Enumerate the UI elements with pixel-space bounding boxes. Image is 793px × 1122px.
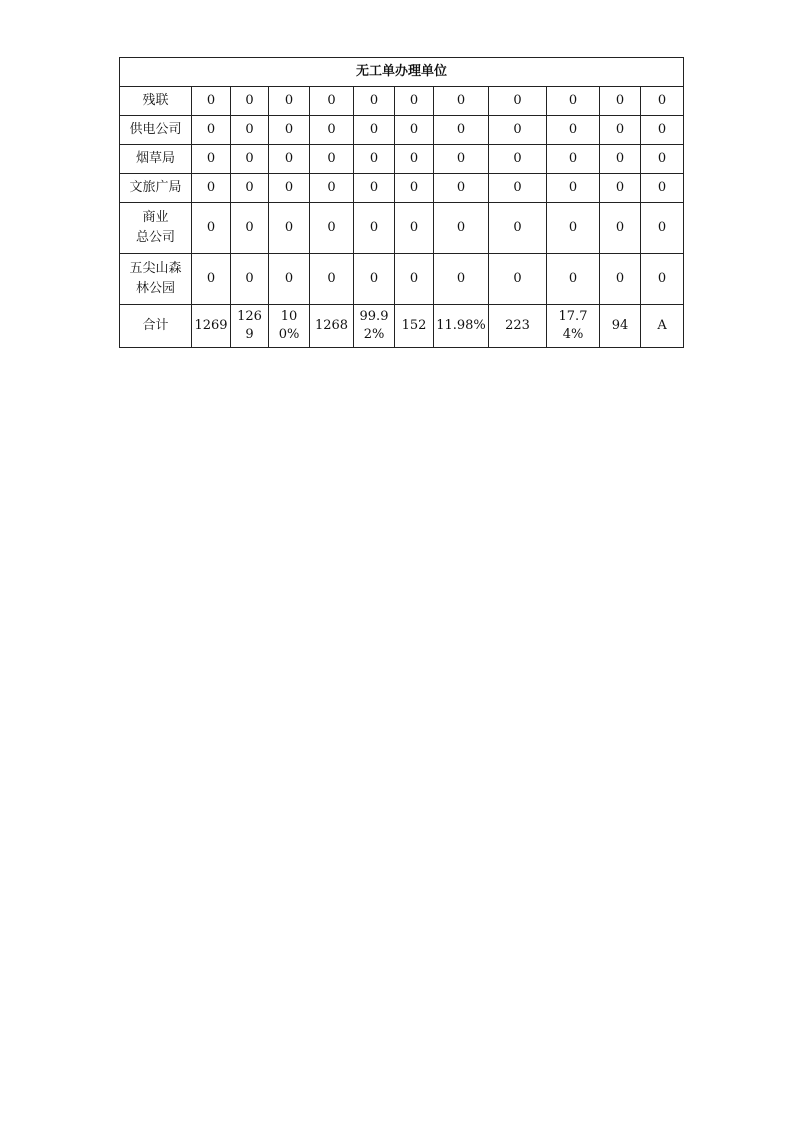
table-cell: 0	[354, 87, 395, 116]
table-cell: 0	[192, 203, 231, 254]
table-cell: 0	[310, 87, 354, 116]
statistics-table	[119, 57, 684, 348]
table-cell: 0	[600, 203, 641, 254]
unit-name	[120, 254, 192, 305]
table-cell: 0	[231, 87, 269, 116]
total-cell: 1268	[310, 305, 354, 348]
table-cell: 0	[354, 174, 395, 203]
table-cell: 0	[434, 145, 489, 174]
table-cell: 0	[641, 87, 684, 116]
total-cell: 99.92%	[354, 305, 395, 348]
table-cell: 0	[641, 116, 684, 145]
table-cell: 0	[547, 174, 600, 203]
table-cell: 0	[231, 145, 269, 174]
table-cell: 0	[354, 145, 395, 174]
table-cell: 0	[489, 174, 547, 203]
table-cell: 0	[269, 254, 310, 305]
table-cell: 0	[600, 174, 641, 203]
table-cell: 0	[641, 203, 684, 254]
table-cell: 0	[192, 116, 231, 145]
table-cell: 0	[489, 145, 547, 174]
table-cell: 0	[395, 116, 434, 145]
table-cell: 0	[231, 203, 269, 254]
table-cell: 0	[547, 203, 600, 254]
table-title-row	[120, 58, 684, 87]
unit-name-line: 商业	[142, 210, 169, 225]
table-cell: 0	[395, 254, 434, 305]
table-cell: 0	[489, 116, 547, 145]
total-cell: 1269	[231, 305, 269, 348]
table-row	[120, 145, 684, 174]
unit-name: 文旅广局	[120, 174, 192, 203]
table-row	[120, 254, 684, 305]
table-cell: 0	[547, 145, 600, 174]
table-cell: 0	[310, 145, 354, 174]
table-cell: 0	[395, 174, 434, 203]
table-cell: 0	[192, 174, 231, 203]
table-cell: 0	[600, 145, 641, 174]
total-cell: A	[641, 305, 684, 348]
table-row	[120, 87, 684, 116]
table-cell: 0	[192, 87, 231, 116]
table-cell: 0	[231, 174, 269, 203]
table-cell: 0	[395, 203, 434, 254]
table-cell: 0	[489, 203, 547, 254]
table-cell: 0	[434, 203, 489, 254]
table-cell: 0	[269, 116, 310, 145]
unit-name-line: 林公园	[135, 281, 175, 296]
table-cell: 0	[310, 203, 354, 254]
table-cell: 0	[192, 254, 231, 305]
table-cell: 0	[269, 87, 310, 116]
table-cell: 0	[489, 87, 547, 116]
table-cell: 0	[269, 203, 310, 254]
table-cell: 0	[269, 174, 310, 203]
unit-name	[120, 203, 192, 254]
table-cell: 0	[600, 254, 641, 305]
table-cell: 0	[192, 145, 231, 174]
total-row	[120, 305, 684, 348]
table-row	[120, 116, 684, 145]
table-cell: 0	[641, 254, 684, 305]
table-cell: 0	[310, 174, 354, 203]
table-cell: 0	[231, 116, 269, 145]
table-cell: 0	[434, 254, 489, 305]
table-cell: 0	[395, 145, 434, 174]
table-cell: 0	[434, 116, 489, 145]
table-row	[120, 174, 684, 203]
total-cell: 94	[600, 305, 641, 348]
table-cell: 0	[269, 145, 310, 174]
table-cell: 0	[489, 254, 547, 305]
unit-name-line: 总公司	[135, 230, 175, 245]
total-label: 合计	[120, 305, 192, 348]
unit-name: 烟草局	[120, 145, 192, 174]
table-cell: 0	[395, 87, 434, 116]
table-cell: 0	[547, 87, 600, 116]
unit-name-line: 五尖山森	[129, 261, 182, 276]
table-cell: 0	[354, 203, 395, 254]
table-cell: 0	[434, 174, 489, 203]
unit-name: 残联	[120, 87, 192, 116]
total-cell: 1269	[192, 305, 231, 348]
table-cell: 0	[354, 116, 395, 145]
table-row	[120, 203, 684, 254]
table-cell: 0	[641, 174, 684, 203]
table-cell: 0	[231, 254, 269, 305]
table-cell: 0	[547, 254, 600, 305]
total-cell: 11.98%	[434, 305, 489, 348]
table-cell: 0	[600, 87, 641, 116]
table-cell: 0	[354, 254, 395, 305]
unit-name: 供电公司	[120, 116, 192, 145]
total-cell: 152	[395, 305, 434, 348]
table-title: 无工单办理单位	[120, 58, 684, 87]
table-cell: 0	[310, 116, 354, 145]
total-cell: 100%	[269, 305, 310, 348]
table-cell: 0	[434, 87, 489, 116]
table-cell: 0	[600, 116, 641, 145]
table-cell: 0	[310, 254, 354, 305]
total-cell: 17.74%	[547, 305, 600, 348]
table-cell: 0	[641, 145, 684, 174]
total-cell: 223	[489, 305, 547, 348]
table-cell: 0	[547, 116, 600, 145]
